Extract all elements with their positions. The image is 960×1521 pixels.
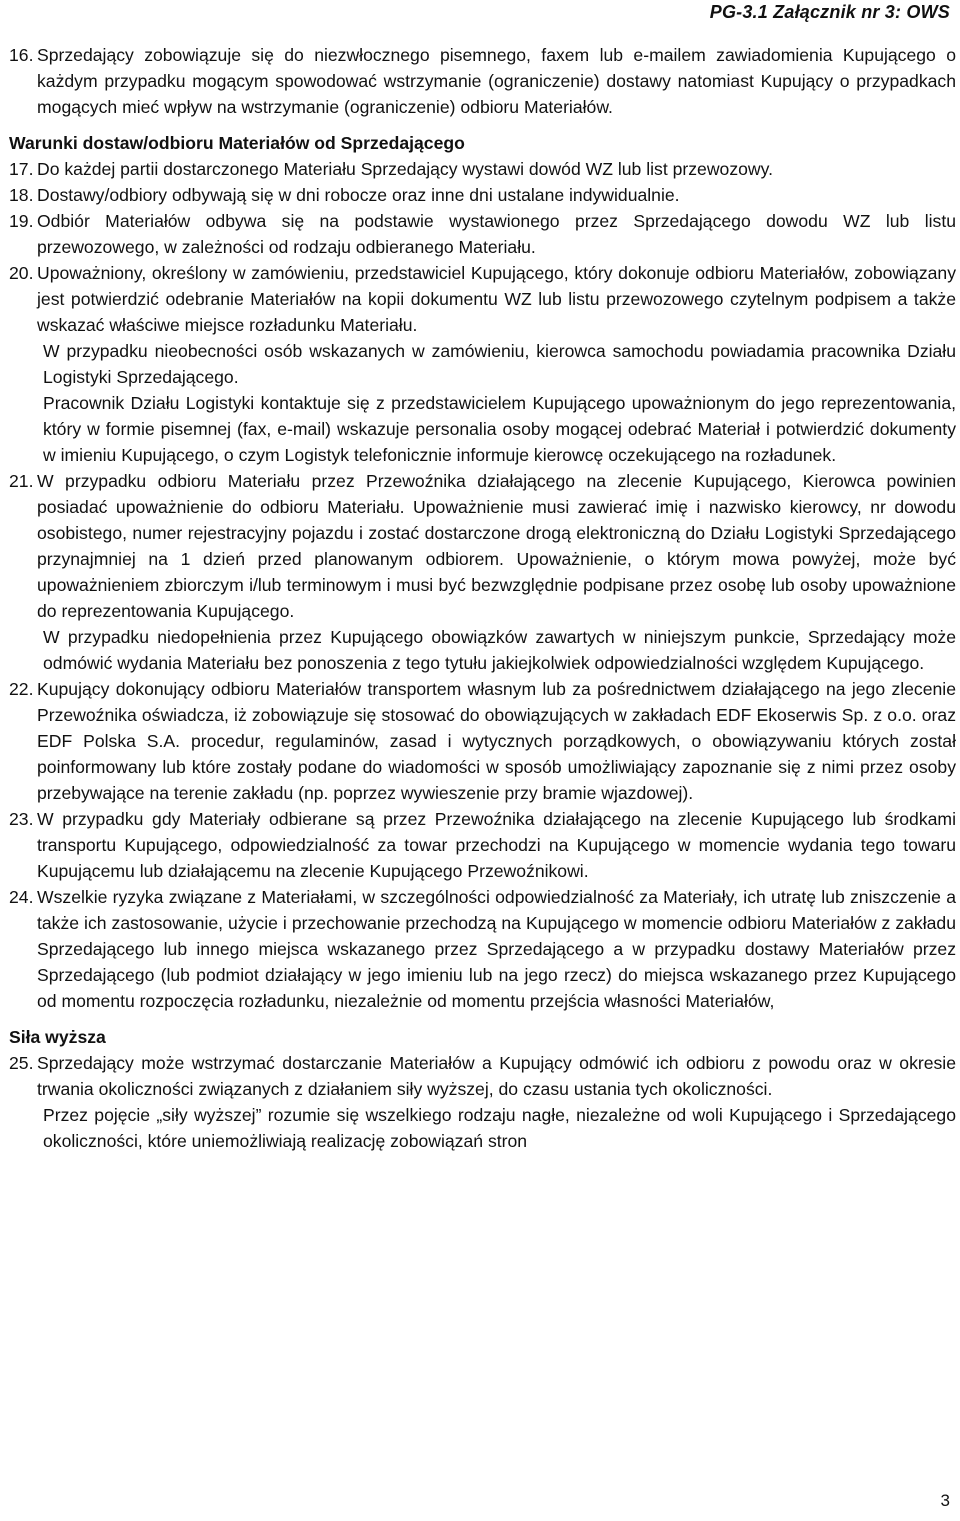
clause-number: 21. bbox=[9, 471, 34, 491]
clause-number: 17. bbox=[9, 159, 34, 179]
page-number: 3 bbox=[940, 1491, 950, 1510]
clause-text: Do każdej partii dostarczonego Materiału Sprzedający wystawi dowód WZ lub list przewozowy. bbox=[37, 159, 773, 179]
clause-24 bbox=[9, 884, 956, 1014]
section-heading-force-majeure: Siła wyższa bbox=[9, 1027, 106, 1047]
clause-text: Wszelkie ryzyka związane z Materiałami, w szczególności odpowiedzialność za Materiały, ich utratę lub zniszczenie a także ich zastosowanie, użycie i przechowanie przechodzą na Kupującego w momencie odbioru Materiałów z zakładu Sprzedającego lub innego miejsca wskazanego przez Sprzedającego a w przypadku dostawy Materiałów przez Sprzedającego (lub podmiot działający w jego imieniu lub na jego rzecz) do miejsca wskazanego przez Kupującego od momentu rozpoczęcia rozładunku, niezależnie od momentu przejścia własności Materiałów, bbox=[37, 887, 956, 1011]
clause-number: 24. bbox=[9, 887, 34, 907]
clause-21-paragraph-2: W przypadku niedopełnienia przez Kupującego obowiązków zawartych w niniejszym punkcie, Sprzedający może odmówić wydania Materiału bez ponoszenia z tego tytułu jakiejkolwiek odpowiedzialności względem Kupującego. bbox=[43, 627, 956, 673]
clause-number: 19. bbox=[9, 211, 34, 231]
clause-number: 23. bbox=[9, 809, 34, 829]
clause-text: W przypadku gdy Materiały odbierane są przez Przewoźnika działającego na zlecenie Kupującego lub środkami transportu Kupującego, odpowiedzialność za towar przechodzi na Kupującego w momencie wydania tego towaru Kupującemu lub działającemu na zlecenie Kupującego Przewoźnikowi. bbox=[37, 809, 956, 881]
document-header: PG-3.1 Załącznik nr 3: OWS bbox=[709, 2, 950, 22]
clause-text: Odbiór Materiałów odbywa się na podstawie wystawionego przez Sprzedającego dowodu WZ lub listu przewozowego, w zależności od rodzaju odbieranego Materiału. bbox=[37, 211, 956, 257]
clause-19 bbox=[9, 208, 956, 260]
clause-18 bbox=[9, 182, 956, 208]
clause-number: 18. bbox=[9, 185, 34, 205]
clause-text: Kupujący dokonujący odbioru Materiałów transportem własnym lub za pośrednictwem działającego na jego zlecenie Przewoźnika oświadcza, iż zobowiązuje się stosować do obowiązujących w zakładach EDF Ekoserwis Sp. z o.o. oraz EDF Polska S.A. procedur, regulaminów, zasad i wytycznych porządkowych, o obowiązywaniu których został poinformowany lub które zostały podane do wiadomości w sposób umożliwiający zapoznanie się z nimi przez osoby przebywające na terenie zakładu (np. poprzez wywieszenie przy bramie wjazdowej). bbox=[37, 679, 956, 803]
clause-25-paragraph-2: Przez pojęcie „siły wyższej” rozumie się wszelkiego rodzaju nagłe, niezależne od woli Kupującego i Sprzedającego okoliczności, które uniemożliwiają realizację zobowiązań stron bbox=[43, 1105, 956, 1151]
clause-text: Sprzedający może wstrzymać dostarczanie Materiałów a Kupujący odmówić ich odbioru z powodu oraz w okresie trwania okoliczności związanych z działaniem siły wyższej, do czasu ustania tych okoliczności. bbox=[37, 1053, 956, 1099]
clause-20 bbox=[9, 260, 956, 338]
clause-number: 22. bbox=[9, 679, 34, 699]
clause-text: W przypadku odbioru Materiału przez Przewoźnika działającego na zlecenie Kupującego, Kierowca powinien posiadać upoważnienie do odbioru Materiału. Upoważnienie musi zawierać imię i nazwisko kierowcy, nr dowodu osobistego, numer rejestracyjny pojazdu i zostać dostarczone drogą elektroniczną do Działu Logistyki Sprzedającego przynajmniej na 1 dzień przed planowanym odbiorem. Upoważnienie, o którym mowa powyżej, może być upoważnieniem zbiorczym i/lub terminowym i musi być bezwzględnie podpisane przez osobę lub osoby upoważnione do reprezentowania Kupującego. bbox=[37, 471, 956, 621]
clause-23 bbox=[9, 806, 956, 884]
clause-21 bbox=[9, 468, 956, 624]
clause-number: 25. bbox=[9, 1053, 34, 1073]
clause-20-paragraph-3: Pracownik Działu Logistyki kontaktuje się z przedstawicielem Kupującego upoważnionym do jego reprezentowania, który w formie pisemnej (fax, e-mail) wskazuje personalia osoby mogącej odebrać Materiał i potwierdzić dokumenty w imieniu Kupującego, o czym Logistyk telefonicznie informuje kierowcę oczekującego na rozładunek. bbox=[43, 393, 956, 465]
clause-16 bbox=[9, 42, 956, 120]
section-heading-delivery: Warunki dostaw/odbioru Materiałów od Sprzedającego bbox=[9, 133, 465, 153]
clause-17 bbox=[9, 156, 956, 182]
clause-25 bbox=[9, 1050, 956, 1102]
clause-text: Dostawy/odbiory odbywają się w dni robocze oraz inne dni ustalane indywidualnie. bbox=[37, 185, 680, 205]
clause-text: Upoważniony, określony w zamówieniu, przedstawiciel Kupującego, który dokonuje odbioru Materiałów, zobowiązany jest potwierdzić odebranie Materiałów na kopii dokumentu WZ lub listu przewozowego czytelnym podpisem a także wskazać właściwe miejsce rozładunku Materiału. bbox=[37, 263, 956, 335]
clause-text: Sprzedający zobowiązuje się do niezwłocznego pisemnego, faxem lub e-mailem zawiadomienia Kupującego o każdym przypadku mogącym spowodować wstrzymanie (ograniczenie) dostawy natomiast Kupujący o przypadkach mogących mieć wpływ na wstrzymanie (ograniczenie) odbioru Materiałów. bbox=[37, 45, 956, 117]
clause-number: 20. bbox=[9, 263, 34, 283]
clause-number: 16. bbox=[9, 45, 34, 65]
clause-22 bbox=[9, 676, 956, 806]
document-body bbox=[9, 42, 956, 1154]
clause-20-paragraph-2: W przypadku nieobecności osób wskazanych w zamówieniu, kierowca samochodu powiadamia pracownika Działu Logistyki Sprzedającego. bbox=[43, 341, 956, 387]
